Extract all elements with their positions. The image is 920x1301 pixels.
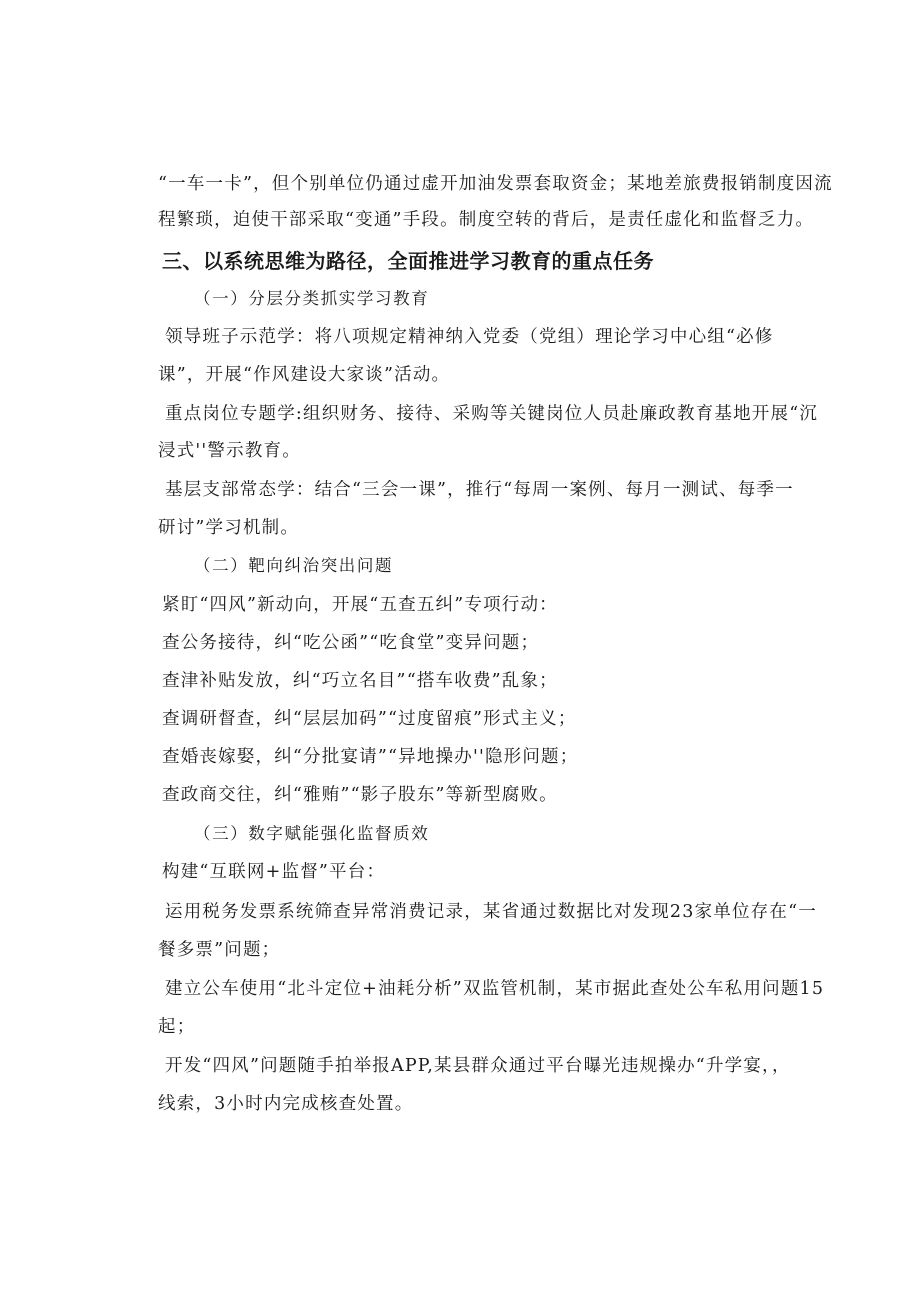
paragraph-line: 开发“四风”问题随手拍举报APP,某县群众通过平台曝光违规操办“升学宴，， — [165, 1056, 791, 1076]
list-item: 紧盯“四风”新动向，开展“五查五纠”专项行动： — [162, 595, 558, 615]
list-item: 查津补贴发放，纠“巧立名目”“搭车收费”乱象； — [162, 671, 558, 691]
paragraph-line: 起； — [158, 1017, 196, 1037]
list-item: 查政商交往，纠“雅贿”“影子股东”等新型腐败。 — [162, 785, 558, 805]
paragraph-line: 浸式''警示教育。 — [158, 441, 301, 461]
intro-line-1: “一车一卡”，但个别单位仍通过虚开加油发票套取资金；某地差旅费报销制度因流 — [158, 174, 833, 194]
paragraph-line: 重点岗位专题学:组织财务、接待、采购等关键岗位人员赴廉政教育基地开展“沉 — [165, 404, 819, 424]
intro-line-2: 程繁琐，迫使干部采取“变通”手段。制度空转的背后，是责任虚化和监督乏力。 — [158, 210, 815, 230]
paragraph-line: 领导班子示范学：将八项规定精神纳入党委（党组）理论学习中心组“必修 — [165, 327, 774, 347]
paragraph-line: 线索，3小时内完成核查处置。 — [158, 1094, 414, 1114]
paragraph-line: 基层支部常态学：结合“三会一课”，推行“每周一案例、每月一测试、每季一 — [165, 480, 794, 500]
paragraph-line: 建立公车使用“北斗定位+油耗分析”双监管机制，某市据此查处公车私用问题15 — [165, 979, 825, 999]
paragraph-line: 运用税务发票系统筛查异常消费记录，某省通过数据比对发现23家单位存在“一 — [165, 902, 817, 922]
paragraph-line: 研讨”学习机制。 — [158, 518, 300, 538]
paragraph-line: 构建“互联网+监督”平台： — [162, 862, 386, 882]
subsection-1-title: （一）分层分类抓实学习教育 — [194, 289, 430, 308]
subsection-3-title: （三）数字赋能强化监督质效 — [194, 824, 430, 843]
section-heading: 三、以系统思维为路径，全面推进学习教育的重点任务 — [162, 249, 654, 273]
list-item: 查调研督查，纠“层层加码”“过度留痕”形式主义； — [162, 709, 577, 729]
list-item: 查婚丧嫁娶，纠“分批宴请”“异地操办''隐形问题； — [162, 747, 579, 767]
paragraph-line: 课”，开展“作风建设大家谈”活动。 — [158, 365, 451, 385]
paragraph-line: 餐多票”问题； — [158, 940, 281, 960]
subsection-2-title: （二）靶向纠治突出问题 — [194, 556, 394, 575]
list-item: 查公务接待，纠“吃公函”“吃食堂”变异问题； — [162, 633, 540, 653]
